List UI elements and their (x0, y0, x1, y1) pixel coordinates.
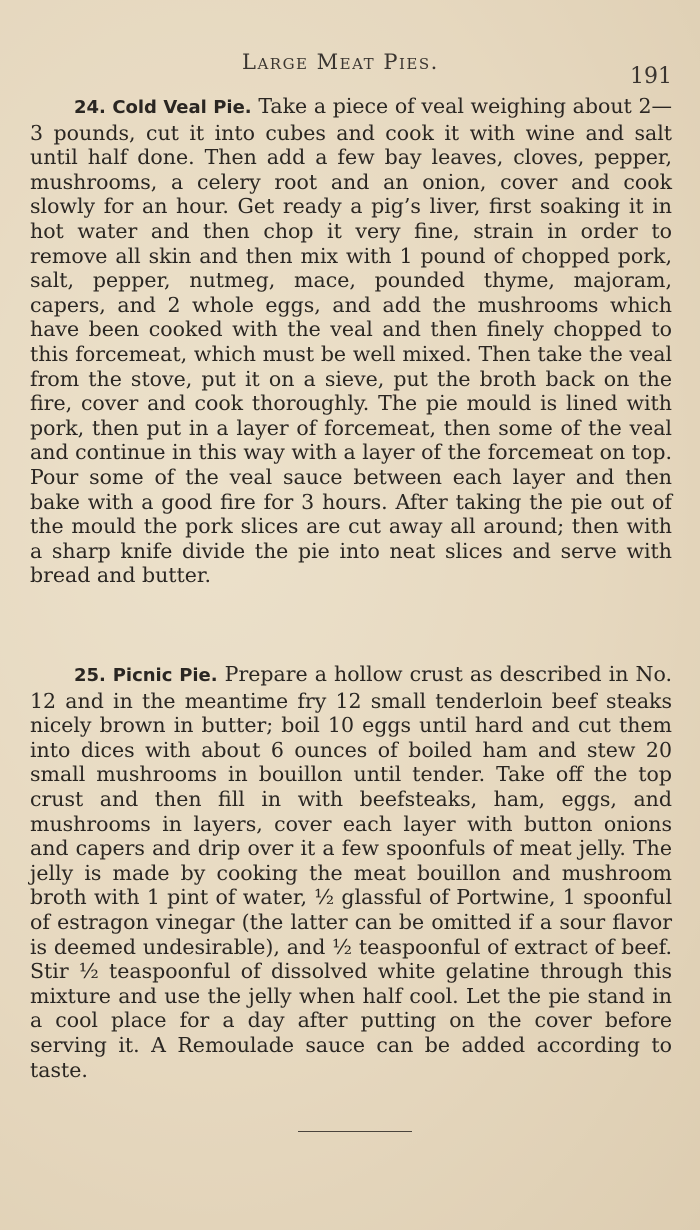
recipe-text: Prepare a hollow crust as described in No. 12 and in the meantime fry 12 small tenderloin beef steaks nicely brown in butter; boil 10 eggs until hard and cut them into dices with about 6 ounces of boiled ham and stew 20 small mushrooms in bouillon until tender. Take off the top crust and then fill in with beefsteaks, ham, eggs, and mushrooms in layers, cover each layer with button onions and capers and drip over it a few spoonfuls of meat jelly. The jelly is made by cooking the meat bouillon and mushroom broth with 1 pint of water, ½ glassful of Portwine, 1 spoonful of estragon vinegar (the latter can be omitted if a sour flavor is deemed undesirable), and ½ teaspoonful of extract of beef. Stir ½ teaspoonful of dissolved white gelatine through this mixture and use the jelly when half cool. Let the pie stand in a cool place for a day after putting on the cover before serving it. A Remoulade sauce can be added according to taste. (30, 662, 672, 1082)
recipe-heading (74, 665, 218, 686)
recipe-picnic-pie (30, 662, 672, 1082)
recipe-number: 24. (74, 97, 106, 118)
recipe-paragraph (30, 94, 672, 588)
recipe-text: Take a piece of veal weighing about 2—3 pounds, cut it into cubes and cook it with wine and salt until half done. Then add a few bay leaves, cloves, pepper, mushrooms, a celery root and an onion, cover and cook slowly for an hour. Get ready a pig’s liver, first soaking it in hot water and then chop it very fine, strain in order to remove all skin and then mix with 1 pound of chopped pork, salt, pepper, nutmeg, mace, pounded thyme, majoram, capers, and 2 whole eggs, and add the mushrooms which have been cooked with the veal and then finely chopped to this forcemeat, which must be well mixed. Then take the veal from the stove, put it on a sieve, put the broth back on the fire, cover and cook thoroughly. The pie mould is lined with pork, then put in a layer of forcemeat, then some of the veal and continue in this way with a layer of the forcemeat on top. Pour some of the veal sauce between each layer and then bake with a good fire for 3 hours. After taking the pie out of the mould the pork slices are cut away all around; then with a sharp knife divide the pie into neat slices and serve with bread and butter. (30, 94, 672, 588)
running-head: Large Meat Pies. (242, 50, 439, 74)
recipe-cold-veal-pie (30, 94, 672, 588)
page-number: 191 (630, 64, 672, 89)
recipe-heading (74, 97, 252, 118)
recipe-number: 25. (74, 665, 106, 686)
recipe-paragraph (30, 662, 672, 1082)
end-rule (298, 1131, 412, 1132)
recipe-title: Cold Veal Pie. (112, 97, 252, 118)
recipe-title: Picnic Pie. (112, 665, 218, 686)
